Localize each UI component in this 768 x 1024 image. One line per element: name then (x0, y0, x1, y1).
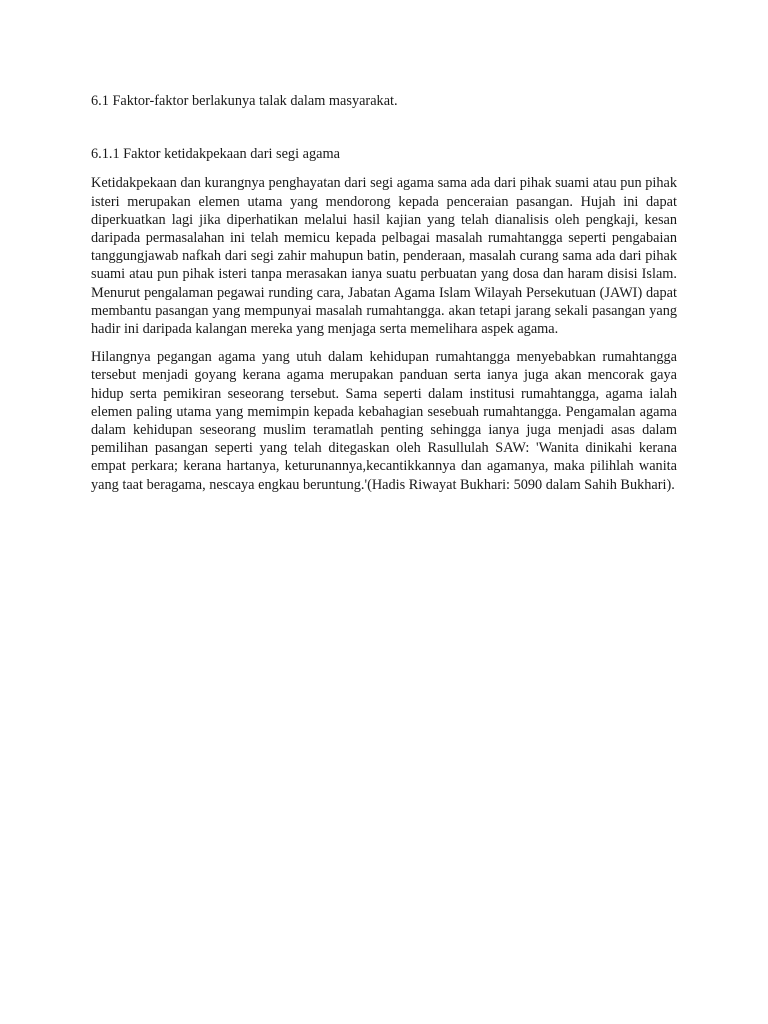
paragraph-2: Hilangnya pegangan agama yang utuh dalam kehidupan rumahtangga menyebabkan rumahtangga tersebut menjadi goyang kerana agama merupakan panduan serta ianya juga akan mencorak gaya hidup serta pemikiran seseorang tersebut. Sama seperti dalam institusi rumahtangga, agama ialah elemen paling utama yang memimpin kepada kebahagian sesebuah rumahtangga. Pengamalan agama dalam kehidupan seseorang muslim teramatlah penting sehingga ianya juga menjadi asas dalam pemilihan pasangan seperti yang telah ditegaskan oleh Rasullulah SAW: 'Wanita dinikahi kerana empat perkara; kerana hartanya, keturunannya,kecantikkannya dan agamanya, maka pilihlah wanita yang taat beragama, nescaya engkau beruntung.'(Hadis Riwayat Bukhari: 5090 dalam Sahih Bukhari). (91, 349, 677, 493)
section-heading: 6.1 Faktor-faktor berlakunya talak dalam masyarakat. (91, 93, 398, 109)
paragraph-1: Ketidakpekaan dan kurangnya penghayatan dari segi agama sama ada dari pihak suami atau pun pihak isteri merupakan elemen utama yang mendorong kepada penceraian pasangan. Hujah ini dapat diperkuatkan lagi jika diperhatikan melalui hasil kajian yang telah dianalisis oleh pengkaji, kesan daripada permasalahan ini telah memicu kepada pelbagai masalah rumahtangga seperti pengabaian tanggungjawab nafkah dari segi zahir mahupun batin, penderaan, masalah curang sama ada dari pihak suami atau pun pihak isteri tanpa merasakan ianya suatu perbuatan yang dosa dan haram disisi Islam. Menurut pengalaman pegawai runding cara, Jabatan Agama Islam Wilayah Persekutuan (JAWI) dapat membantu pasangan yang mempunyai masalah rumahtangga. akan tetapi jarang sekali pasangan yang hadir ini daripada kalangan mereka yang menjaga serta memelihara aspek agama. (91, 175, 677, 338)
document-body (91, 92, 677, 504)
subsection-heading: 6.1.1 Faktor ketidakpekaan dari segi agama (91, 146, 340, 163)
